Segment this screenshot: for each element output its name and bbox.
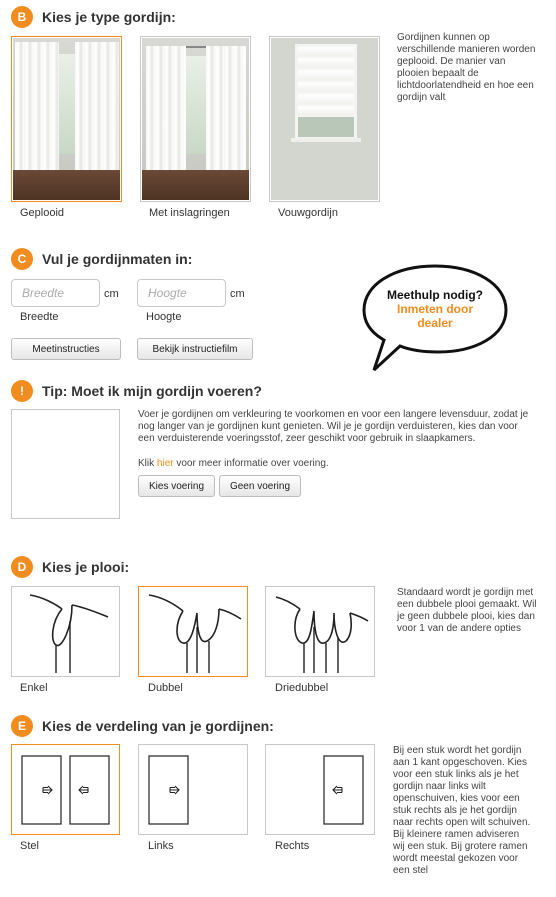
step-e-badge: E bbox=[11, 715, 33, 737]
triple-pleat-icon bbox=[266, 587, 374, 676]
pleat-enkel-label: Enkel bbox=[20, 682, 48, 694]
width-label: Breedte bbox=[20, 311, 59, 323]
left-split-icon bbox=[139, 745, 247, 834]
split-links[interactable] bbox=[138, 744, 248, 835]
step-d-title: Kies je plooi: bbox=[42, 559, 130, 575]
split-links-label: Links bbox=[148, 840, 174, 852]
step-c-badge: C bbox=[11, 248, 33, 270]
vouwgordijn-image bbox=[271, 38, 378, 200]
split-rechts-label: Rechts bbox=[275, 840, 310, 852]
tip-more-info bbox=[138, 458, 530, 470]
split-stel-label: Stel bbox=[20, 840, 39, 852]
step-c-title: Vul je gordijnmaten in: bbox=[42, 251, 193, 267]
split-rechts[interactable] bbox=[265, 744, 375, 835]
height-input[interactable] bbox=[137, 279, 226, 307]
single-pleat-icon bbox=[12, 587, 119, 676]
curtain-type-vouwgordijn-label: Vouwgordijn bbox=[278, 207, 338, 219]
pleat-enkel[interactable] bbox=[11, 586, 120, 677]
split-info: Bij een stuk wordt het gordijn aan 1 kant opgeschoven. Kies voor een stuk links als je het gordijn naar links wilt openschuiven, kies voor een stuk rechts als je het gordijn naar rechts open wilt schuiven. Bij kleinere ramen adviseren wij een stuk. Bij grotere ramen wordt meestal gekozen voor een stel bbox=[393, 745, 531, 876]
curtain-type-geplooid-label: Geplooid bbox=[20, 207, 65, 219]
curtain-type-inslagringen-label: Met inslagringen bbox=[149, 207, 230, 219]
tip-more-prefix: Klik bbox=[138, 458, 157, 469]
step-d-badge: D bbox=[11, 556, 33, 578]
tip-badge: ! bbox=[11, 380, 33, 402]
tip-more-link[interactable]: hier bbox=[156, 458, 174, 469]
inslagringen-image bbox=[142, 38, 249, 200]
no-lining-button[interactable]: Geen voering bbox=[219, 475, 301, 497]
measure-help-bubble[interactable] bbox=[360, 262, 510, 374]
pleat-driedubbel-label: Driedubbel bbox=[275, 682, 329, 694]
curtain-type-vouwgordijn[interactable] bbox=[269, 36, 380, 202]
choose-lining-button[interactable]: Kies voering bbox=[138, 475, 215, 497]
pleat-dubbel[interactable] bbox=[138, 586, 248, 677]
instruction-video-button[interactable]: Bekijk instructiefilm bbox=[137, 338, 253, 360]
tip-title: Tip: Moet ik mijn gordijn voeren? bbox=[42, 383, 262, 399]
pleat-info: Standaard wordt je gordijn met een dubbele plooi gemaakt. Wil je geen dubbele plooi, kies dan voor 1 van de andere opties bbox=[397, 587, 537, 634]
split-stel[interactable] bbox=[11, 744, 120, 835]
measure-help-title: Meethulp nodig? bbox=[387, 288, 483, 302]
tip-text: Voer je gordijnen om verkleuring te voorkomen en voor een langere levensduur, zodat je nog langer van je gordijnen kunt genieten. Wil je je gordijn verduisteren, kies dan voor een verduisterende voeringsstof, zeer geschikt voor gebruik in slaapkamers. bbox=[138, 409, 529, 444]
height-label: Hoogte bbox=[146, 311, 182, 323]
measure-help-link[interactable]: Inmeten door bbox=[396, 302, 473, 316]
double-pleat-icon bbox=[139, 587, 247, 676]
curtain-type-info: Gordijnen kunnen op verschillende manieren worden geplooid. De manier van plooien bepaalt de lichtdoorlatendheid en hoe een gordijn valt bbox=[397, 32, 536, 103]
step-b-title: Kies je type gordijn: bbox=[42, 9, 176, 25]
right-split-icon bbox=[266, 745, 374, 834]
pleat-dubbel-label: Dubbel bbox=[148, 682, 183, 694]
measure-help-link-2[interactable]: dealer bbox=[417, 316, 453, 330]
pair-split-icon bbox=[12, 745, 119, 834]
width-unit: cm bbox=[104, 288, 119, 300]
geplooid-image bbox=[13, 38, 120, 200]
tip-more-suffix: voor meer informatie over voering. bbox=[173, 458, 329, 469]
curtain-type-inslagringen[interactable] bbox=[140, 36, 251, 202]
width-input[interactable] bbox=[11, 279, 100, 307]
curtain-type-geplooid[interactable] bbox=[11, 36, 122, 202]
measure-instructions-button[interactable]: Meetinstructies bbox=[11, 338, 121, 360]
pleat-driedubbel[interactable] bbox=[265, 586, 375, 677]
height-unit: cm bbox=[230, 288, 245, 300]
tip-image-placeholder bbox=[11, 409, 120, 519]
step-b-badge: B bbox=[11, 6, 33, 28]
step-e-title: Kies de verdeling van je gordijnen: bbox=[42, 718, 274, 734]
